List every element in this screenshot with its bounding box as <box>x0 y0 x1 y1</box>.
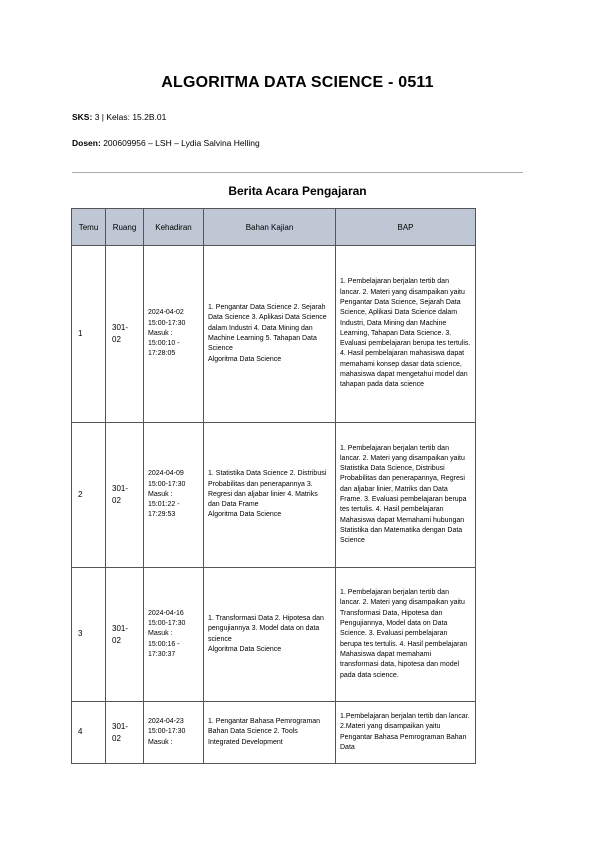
cell-ruang: 301- 02 <box>106 702 144 764</box>
header-bap: BAP <box>336 209 476 246</box>
cell-bahan-kajian: 1. Pengantar Bahasa Pemrograman Bahan Data Science 2. Tools Integrated Development <box>204 702 336 764</box>
section-title: Berita Acara Pengajaran <box>228 184 367 198</box>
dosen-value: 200609956 – LSH – Lydia Salvina Helling <box>103 138 260 148</box>
cell-temu: 4 <box>72 702 106 764</box>
divider <box>72 172 523 173</box>
cell-bap: 1.Pembelajaran berjalan tertib dan lancar. 2.Materi yang disampaikan yaitu Pengantar Bahasa Pemrograman Bahan Data <box>336 702 476 764</box>
table-row <box>72 702 476 764</box>
cell-bahan-kajian: 1. Statistika Data Science 2. Distribusi Probabilitas dan penerapannya 3. Regresi dan aljabar linier 4. Matriks dan Data Frame Algoritma Data Science <box>204 423 336 568</box>
header-kehadiran: Kehadiran <box>144 209 204 246</box>
cell-bap: 1. Pembelajaran berjalan tertib dan lancar. 2. Materi yang disampaikan yaitu Statistika Data Science, Distribusi Probabilitas dan penerapannya, Regresi dan aljabar linier, Matriks dan Data Frame. 3. Evaluasi pembelajaran berupa tes tertulis. 4. Hasil pembelajaran Mahasiswa dapat Memahami hubungan Statistika dan Matematika dengan Data Science <box>336 423 476 568</box>
table-row <box>72 423 476 568</box>
sks-label: SKS: <box>72 112 93 122</box>
cell-temu: 1 <box>72 246 106 423</box>
cell-bahan-kajian: 1. Transformasi Data 2. Hipotesa dan pengujiannya 3. Model data on data science Algoritma Data Science <box>204 568 336 702</box>
page-title: ALGORITMA DATA SCIENCE - 0511 <box>161 74 434 91</box>
header-ruang: Ruang <box>106 209 144 246</box>
cell-kehadiran: 2024-04-09 15:00-17:30 Masuk : 15:01:22 - 17:29:53 <box>144 423 204 568</box>
table-row <box>72 246 476 423</box>
cell-bap: 1. Pembelajaran berjalan tertib dan lancar. 2. Materi yang disampaikan yaitu Transformasi Data, Hipotesa dan Pengujiannya, Model data on Data Science. 3. Evaluasi pembelajaran berupa tes tertulis. 4. Hasil pembelajaran Mahasiswa dapat memahami transformasi data, hipotesa dan model pada data science. <box>336 568 476 702</box>
dosen-line <box>72 138 260 148</box>
cell-temu: 2 <box>72 423 106 568</box>
cell-temu: 3 <box>72 568 106 702</box>
bap-table <box>71 208 476 764</box>
cell-bahan-kajian: 1. Pengantar Data Science 2. Sejarah Data Science 3. Aplikasi Data Science dalam Industri 4. Data Mining dan Machine Learning 5. Tahapan Data Science Algoritma Data Science <box>204 246 336 423</box>
cell-ruang: 301- 02 <box>106 246 144 423</box>
dosen-label: Dosen: <box>72 138 101 148</box>
cell-ruang: 301- 02 <box>106 423 144 568</box>
sks-value: 3 | Kelas: 15.2B.01 <box>94 112 167 122</box>
header-temu: Temu <box>72 209 106 246</box>
table-header-row <box>72 209 476 246</box>
cell-ruang: 301- 02 <box>106 568 144 702</box>
cell-kehadiran: 2024-04-23 15:00-17:30 Masuk : <box>144 702 204 764</box>
cell-kehadiran: 2024-04-16 15:00-17:30 Masuk : 15:00:16 - 17:30:37 <box>144 568 204 702</box>
cell-kehadiran: 2024-04-02 15:00-17:30 Masuk : 15:00:10 - 17:28:05 <box>144 246 204 423</box>
header-bahan-kajian: Bahan Kajian <box>204 209 336 246</box>
sks-line <box>72 112 166 122</box>
table-row <box>72 568 476 702</box>
cell-bap: 1. Pembelajaran berjalan tertib dan lancar. 2. Materi yang disampaikan yaitu Pengantar Data Science, Sejarah Data Science, Aplikasi Data Science dalam Industri, Data Mining dan Machine Learning, Tahapan Data Science. 3. Evaluasi pembelajaran berupa tes tertulis. 4. Hasil pembelajaran mahasiswa dapat memahami konsep dasar data science, mahasiswa dapat mengetahui model dan tahapan pada data science <box>336 246 476 423</box>
